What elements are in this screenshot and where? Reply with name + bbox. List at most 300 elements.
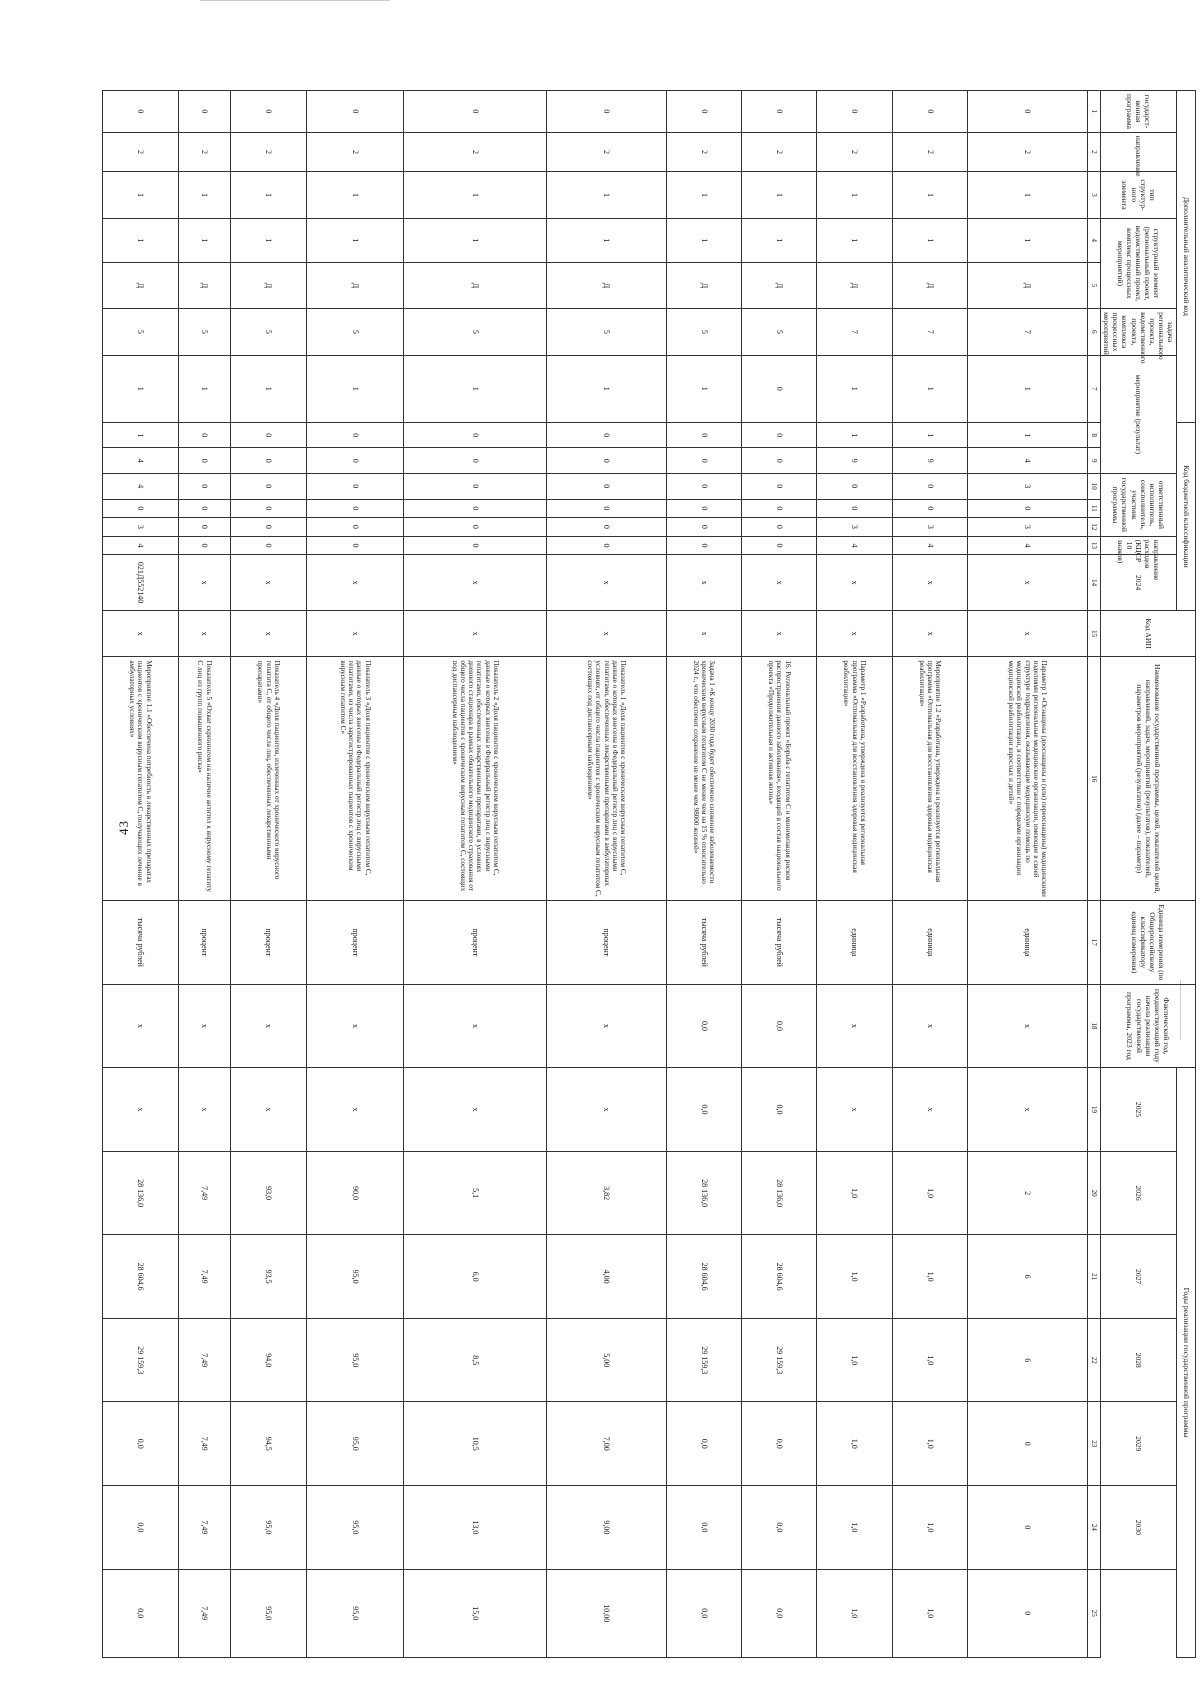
year-value-cell: х <box>306 1068 404 1152</box>
unit-cell: процент <box>306 901 404 985</box>
code-cell: 0 <box>546 91 666 133</box>
year-value-cell: 0 <box>968 1486 1088 1570</box>
code-cell: Д <box>178 262 231 308</box>
header-year-2024: 2024 <box>1101 555 1177 611</box>
year-value-cell: 28 136,0 <box>103 1151 178 1235</box>
column-number: 17 <box>1088 901 1101 985</box>
code-cell: 0 <box>404 422 546 448</box>
code-cell: 1 <box>968 218 1088 262</box>
year-value-cell: 95,0 <box>306 1569 404 1657</box>
code-cell: 2 <box>306 132 404 171</box>
code-cell: 0 <box>404 448 546 474</box>
code-cell: х <box>892 555 967 611</box>
code-cell: 0 <box>546 422 666 448</box>
column-number: 2 <box>1088 132 1101 171</box>
code-cell: х <box>817 555 892 611</box>
column-number: 18 <box>1088 984 1101 1068</box>
header-unit: Единица измерения (по Общероссийскому классификатору единиц измерения) <box>1101 901 1196 985</box>
year-value-cell: 1,0 <box>892 1402 967 1486</box>
unit-cell: тысяча рублей <box>103 901 178 985</box>
base-year-cell: х <box>231 984 306 1068</box>
code-cell: Д <box>231 262 306 308</box>
year-value-cell: 95,0 <box>231 1486 306 1570</box>
column-number: 5 <box>1088 262 1101 308</box>
year-value-cell: 8,5 <box>404 1318 546 1402</box>
header-direction: направление <box>1101 132 1177 171</box>
year-value-cell: 1,0 <box>817 1235 892 1319</box>
code-cell: 7 <box>817 309 892 355</box>
row-name: Мероприятие 1.2 «Разработана, утверждена и реализуется региональная программа «Оптимальная для восстановления здоровья медицинская реабилитация» <box>892 657 967 901</box>
code-cell: 0 <box>666 499 741 518</box>
column-number: 20 <box>1088 1151 1101 1235</box>
base-year-cell: х <box>103 984 178 1068</box>
code-cell: 0 <box>666 474 741 500</box>
code-cell: 1 <box>306 355 404 422</box>
table-row <box>103 91 178 1658</box>
code-cell: 1 <box>546 355 666 422</box>
row-name: Показатель 1 «Доля пациентов с хроническим вирусным гепатитом С, данные о которых внесены в Федеральный регистр лиц с вирусными гепатитами, обеспеченных лекарственными препаратами в амбулаторных условиях, от общего числа пациентов с хроническим вирусным гепатитом С, состоящих под диспансерным наблюдением» <box>546 657 666 901</box>
code-cell: 4 <box>103 474 178 500</box>
column-number: 14 <box>1088 555 1101 611</box>
unit-cell: единица <box>892 901 967 985</box>
code-cell: 0 <box>546 536 666 555</box>
code-cell: Д <box>892 262 967 308</box>
year-value-cell: 95,0 <box>306 1402 404 1486</box>
row-name: Мероприятие 1.1 «Обеспечена потребность в лекарственных препаратах пациентов с хроническим вирусным гепатитом С, получающих лечение в амбулаторных условиях» <box>103 657 178 901</box>
code-cell: 021Д552140 <box>103 555 178 611</box>
year-value-cell: 0,0 <box>742 1486 817 1570</box>
code-cell: 2 <box>546 132 666 171</box>
code-cell: 0 <box>306 474 404 500</box>
header-analytic-code: Дополнительный аналитический код <box>1177 91 1196 423</box>
year-value-cell: х <box>968 1068 1088 1152</box>
code-cell: х <box>968 555 1088 611</box>
year-value-cell: 90,0 <box>306 1151 404 1235</box>
base-year-cell: х <box>178 984 231 1068</box>
code-cell: 5 <box>103 309 178 355</box>
code-cell: 0 <box>306 536 404 555</box>
code-cell: 1 <box>892 218 967 262</box>
code-cell: 1 <box>817 218 892 262</box>
unit-cell: тысяча рублей <box>666 901 741 985</box>
header-regional-task: задача регионального проекта, ведомственного проекта, комплекса процессных мероприятий <box>1101 309 1177 355</box>
year-value-cell: 0,0 <box>666 1068 741 1152</box>
column-number: 13 <box>1088 536 1101 555</box>
year-value-cell: х <box>546 1068 666 1152</box>
header-program: государст-венная программа <box>1101 91 1177 133</box>
code-cell: 0 <box>404 91 546 133</box>
code-cell: 4 <box>103 448 178 474</box>
year-value-cell: 3,82 <box>546 1151 666 1235</box>
code-cell: 0 <box>968 91 1088 133</box>
code-cell: 4 <box>817 536 892 555</box>
code-cell: 1 <box>892 422 967 448</box>
header-year-2029: 2029 <box>1101 1402 1177 1486</box>
code-cell: 0 <box>306 422 404 448</box>
code-cell: 2 <box>404 132 546 171</box>
code-cell: х <box>306 555 404 611</box>
row-name: Параметр 1 «Оснащены (дооснащены и (или) переоснащены) медицинскими изделиями региональные медицинские организации, имеющие в своей структуре подразделения, оказывающие медицинскую помощь по медицинской реабилитации, в соответствии с порядками организации медицинской реабилитации взрослых и детей» <box>968 657 1088 901</box>
code-cell: 0 <box>892 499 967 518</box>
header-year-2028: 2028 <box>1101 1318 1177 1402</box>
code-cell: 1 <box>103 218 178 262</box>
code-cell: Д <box>103 262 178 308</box>
code-cell: 1 <box>968 172 1088 218</box>
year-value-cell: х <box>892 1068 967 1152</box>
year-value-cell: 0,0 <box>742 1569 817 1657</box>
code-cell: х <box>103 610 178 656</box>
header-year-2030: 2030 <box>1101 1486 1177 1570</box>
year-value-cell: 28 604,6 <box>666 1235 741 1319</box>
code-cell: Д <box>817 262 892 308</box>
year-value-cell: 6 <box>968 1235 1088 1319</box>
table-row <box>817 91 892 1658</box>
code-cell: Д <box>666 262 741 308</box>
year-value-cell: 95,0 <box>231 1569 306 1657</box>
code-cell: 0 <box>231 448 306 474</box>
code-cell: 1 <box>666 172 741 218</box>
code-cell: Д <box>546 262 666 308</box>
code-cell: 1 <box>817 172 892 218</box>
code-cell: 5 <box>404 309 546 355</box>
code-cell: 0 <box>666 91 741 133</box>
code-cell: х <box>742 610 817 656</box>
year-value-cell: 0,0 <box>742 1402 817 1486</box>
code-cell: 0 <box>231 422 306 448</box>
code-cell: 1 <box>546 218 666 262</box>
column-number: 4 <box>1088 218 1101 262</box>
year-value-cell: 10,00 <box>546 1569 666 1657</box>
base-year-cell: 0,0 <box>742 984 817 1068</box>
code-cell: 2 <box>231 132 306 171</box>
code-cell: Д <box>742 262 817 308</box>
year-value-cell: 0,0 <box>666 1486 741 1570</box>
code-cell: 0 <box>231 536 306 555</box>
code-cell: 1 <box>404 218 546 262</box>
year-value-cell: х <box>178 1068 231 1152</box>
code-cell: 0 <box>817 91 892 133</box>
code-cell: 2 <box>742 132 817 171</box>
year-value-cell: 29 159,3 <box>742 1318 817 1402</box>
year-value-cell: 0,0 <box>103 1402 178 1486</box>
table-row <box>306 91 404 1658</box>
year-value-cell: х <box>817 1068 892 1152</box>
code-cell: 1 <box>231 218 306 262</box>
column-number: 12 <box>1088 518 1101 537</box>
code-cell: 1 <box>817 422 892 448</box>
code-cell: 4 <box>892 536 967 555</box>
year-value-cell: 1,0 <box>817 1402 892 1486</box>
code-cell: 4 <box>968 536 1088 555</box>
column-number: 7 <box>1088 355 1101 422</box>
code-cell: 0 <box>546 474 666 500</box>
year-value-cell: 1,0 <box>892 1235 967 1319</box>
code-cell: 1 <box>546 172 666 218</box>
code-cell: 0 <box>404 518 546 537</box>
unit-cell: процент <box>231 901 306 985</box>
unit-cell: единица <box>817 901 892 985</box>
row-name: Показатель 3 «Доля пациентов с хроническим вирусным гепатитом С, данные о которых внесены в Федеральный регистр лиц с вирусными гепатитами, из числа зарегистрированных пациентов с хроническим вирусным гепатитом С» <box>306 657 404 901</box>
budget-table-rotated <box>128 90 1196 1658</box>
column-number: 15 <box>1088 610 1101 656</box>
code-cell: 0 <box>306 91 404 133</box>
code-cell: 0 <box>404 536 546 555</box>
year-value-cell: 1,0 <box>817 1569 892 1657</box>
header-year-2025: 2025 <box>1101 1068 1177 1152</box>
code-cell: 3 <box>817 518 892 537</box>
base-year-cell: х <box>546 984 666 1068</box>
code-cell: х <box>546 610 666 656</box>
code-cell: 0 <box>817 474 892 500</box>
code-cell: 0 <box>742 448 817 474</box>
code-cell: 0 <box>892 474 967 500</box>
column-number: 8 <box>1088 422 1101 448</box>
code-cell: 0 <box>742 91 817 133</box>
code-cell: 0 <box>742 422 817 448</box>
code-cell: х <box>178 610 231 656</box>
year-value-cell: 4,00 <box>546 1235 666 1319</box>
year-value-cell: 28 604,6 <box>742 1235 817 1319</box>
code-cell: 0 <box>666 536 741 555</box>
year-value-cell: 0,0 <box>103 1486 178 1570</box>
budget-table <box>102 90 1196 1658</box>
code-cell: 3 <box>892 518 967 537</box>
header-name: Наименование государственной программы, целей, показателей целей, направлений, задач, мероприятий (результатов), показателей, параметров мероприятий (результатов) (далее – параметр) <box>1101 657 1196 901</box>
code-cell: 2 <box>178 132 231 171</box>
code-cell: 0 <box>306 499 404 518</box>
code-cell: 0 <box>404 474 546 500</box>
code-cell: х <box>404 610 546 656</box>
code-cell: 5 <box>546 309 666 355</box>
base-year-cell: х <box>892 984 967 1068</box>
row-name: Показатель 4 «Доля пациентов, излеченных от хронического вирусного гепатита С, от общего числа лиц, обеспеченных лекарственными препаратами» <box>231 657 306 901</box>
code-cell: 0 <box>178 474 231 500</box>
code-cell: 5 <box>666 309 741 355</box>
year-value-cell: 29 159,3 <box>666 1318 741 1402</box>
column-number: 9 <box>1088 448 1101 474</box>
code-cell: х <box>892 610 967 656</box>
column-number: 3 <box>1088 172 1101 218</box>
code-cell: 0 <box>742 536 817 555</box>
column-number: 10 <box>1088 474 1101 500</box>
code-cell: 1 <box>404 172 546 218</box>
header-executor: ответственный исполнитель, соисполнитель, участник государственной программы <box>1101 474 1177 537</box>
code-cell: 1 <box>103 172 178 218</box>
unit-cell: процент <box>178 901 231 985</box>
year-value-cell: 6,0 <box>404 1235 546 1319</box>
code-cell: 0 <box>103 499 178 518</box>
code-cell: 0 <box>546 499 666 518</box>
unit-cell: единица <box>968 901 1088 985</box>
year-value-cell: 94,5 <box>231 1402 306 1486</box>
header-event: мероприятие (результат) <box>1101 355 1177 473</box>
row-name: Задача 1 «К концу 2030 года будет обеспечено снижение заболеваемости хроническим вирусным гепатитом С не менее чем на 15 % относительно 2024 г., что обеспечит сохранение не менее чем 98000 жизней» <box>666 657 741 901</box>
column-number: 24 <box>1088 1486 1101 1570</box>
base-year-cell: х <box>306 984 404 1068</box>
code-cell: 5 <box>178 309 231 355</box>
scan-edge-mark <box>200 0 390 1</box>
year-value-cell: 1,0 <box>817 1151 892 1235</box>
code-cell: 9 <box>892 448 967 474</box>
code-cell: 0 <box>306 448 404 474</box>
year-value-cell: 95,0 <box>306 1318 404 1402</box>
code-cell: 0 <box>231 474 306 500</box>
year-value-cell: 7,49 <box>178 1151 231 1235</box>
code-cell: 1 <box>666 355 741 422</box>
code-cell: 0 <box>178 518 231 537</box>
code-cell: 1 <box>231 172 306 218</box>
year-value-cell: 28 604,6 <box>103 1235 178 1319</box>
code-cell: 3 <box>968 518 1088 537</box>
code-cell: 0 <box>178 91 231 133</box>
code-cell: 0 <box>231 499 306 518</box>
code-cell: 5 <box>231 309 306 355</box>
code-cell: х <box>666 610 741 656</box>
year-value-cell: 7,00 <box>546 1402 666 1486</box>
code-cell: 2 <box>968 132 1088 171</box>
code-cell: 1 <box>742 172 817 218</box>
code-cell: 0 <box>103 91 178 133</box>
code-cell: 0 <box>742 499 817 518</box>
column-number: 16 <box>1088 657 1101 901</box>
code-cell: 0 <box>178 536 231 555</box>
column-number: 19 <box>1088 1068 1101 1152</box>
code-cell: Д <box>306 262 404 308</box>
year-value-cell: 29 159,3 <box>103 1318 178 1402</box>
year-value-cell: 15,0 <box>404 1569 546 1657</box>
year-value-cell: 5,00 <box>546 1318 666 1402</box>
code-cell: 1 <box>306 172 404 218</box>
unit-cell: тысяча рублей <box>742 901 817 985</box>
header-year-2026: 2026 <box>1101 1151 1177 1235</box>
column-number: 6 <box>1088 309 1101 355</box>
base-year-cell: х <box>404 984 546 1068</box>
table-row <box>546 91 666 1658</box>
table-row <box>742 91 817 1658</box>
year-value-cell: 1,0 <box>892 1318 967 1402</box>
table-row <box>892 91 967 1658</box>
year-value-cell: 6 <box>968 1318 1088 1402</box>
year-value-cell: х <box>404 1068 546 1152</box>
code-cell: 0 <box>404 499 546 518</box>
year-value-cell: 7,49 <box>178 1318 231 1402</box>
code-cell: 1 <box>742 218 817 262</box>
year-value-cell: 95,0 <box>306 1235 404 1319</box>
year-value-cell: 1,0 <box>892 1486 967 1570</box>
code-cell: 0 <box>968 499 1088 518</box>
code-cell: х <box>404 555 546 611</box>
code-cell: х <box>306 610 404 656</box>
year-value-cell: х <box>231 1068 306 1152</box>
year-value-cell: 1,0 <box>892 1569 967 1657</box>
column-number: 25 <box>1088 1569 1101 1657</box>
year-value-cell: 7,49 <box>178 1402 231 1486</box>
code-cell: 0 <box>546 448 666 474</box>
year-value-cell: 7,49 <box>178 1486 231 1570</box>
code-cell: 0 <box>231 518 306 537</box>
code-cell: 3 <box>103 518 178 537</box>
code-cell: 3 <box>968 474 1088 500</box>
code-cell: х <box>231 610 306 656</box>
header-base-year: Фактический год, предшествующий году начала реализации государственной программы, 2023 год <box>1101 984 1196 1068</box>
code-cell: 0 <box>892 91 967 133</box>
table-row <box>404 91 546 1658</box>
year-value-cell: 1,0 <box>817 1318 892 1402</box>
code-cell: Д <box>968 262 1088 308</box>
year-value-cell: 5,1 <box>404 1151 546 1235</box>
table-row <box>178 91 231 1658</box>
year-value-cell: 93,0 <box>231 1151 306 1235</box>
table-row <box>968 91 1088 1658</box>
year-value-cell: 28 136,0 <box>742 1151 817 1235</box>
code-cell: 2 <box>892 132 967 171</box>
year-value-cell: 10,5 <box>404 1402 546 1486</box>
year-value-cell: 0 <box>968 1569 1088 1657</box>
year-value-cell: 13,0 <box>404 1486 546 1570</box>
code-cell: 0 <box>306 518 404 537</box>
code-cell: 1 <box>178 218 231 262</box>
year-value-cell: 0 <box>968 1402 1088 1486</box>
base-year-cell: х <box>968 984 1088 1068</box>
year-value-cell: 95,0 <box>306 1486 404 1570</box>
code-cell: 2 <box>103 132 178 171</box>
year-value-cell: 1,0 <box>817 1486 892 1570</box>
code-cell: 9 <box>817 448 892 474</box>
code-cell: 0 <box>742 355 817 422</box>
code-cell: х <box>231 555 306 611</box>
base-year-cell: х <box>817 984 892 1068</box>
header-aip-code: Код АИП <box>1101 610 1196 656</box>
code-cell: 1 <box>306 218 404 262</box>
code-cell: 7 <box>968 309 1088 355</box>
code-cell: 0 <box>742 518 817 537</box>
year-value-cell: 0,0 <box>666 1402 741 1486</box>
year-value-cell: 7,49 <box>178 1569 231 1657</box>
code-cell: х <box>546 555 666 611</box>
code-cell: 4 <box>103 536 178 555</box>
header-element-type: тип структур-ного элемента <box>1101 172 1177 218</box>
column-number: 22 <box>1088 1318 1101 1402</box>
code-cell: 0 <box>666 518 741 537</box>
code-cell: х <box>666 555 741 611</box>
code-cell: х <box>178 555 231 611</box>
year-value-cell: 7,49 <box>178 1235 231 1319</box>
code-cell: 1 <box>968 422 1088 448</box>
table-row <box>231 91 306 1658</box>
base-year-cell: 0,0 <box>666 984 741 1068</box>
year-value-cell: 9,00 <box>546 1486 666 1570</box>
code-cell: 1 <box>968 355 1088 422</box>
column-number: 23 <box>1088 1402 1101 1486</box>
column-number: 11 <box>1088 499 1101 518</box>
page-number: 43 <box>116 820 131 835</box>
year-value-cell: 1,0 <box>892 1151 967 1235</box>
code-cell: 1 <box>404 355 546 422</box>
code-cell: 7 <box>892 309 967 355</box>
code-cell: 0 <box>742 474 817 500</box>
code-cell: 4 <box>968 448 1088 474</box>
code-cell: Д <box>404 262 546 308</box>
unit-cell: процент <box>404 901 546 985</box>
code-cell: 5 <box>306 309 404 355</box>
code-cell: х <box>817 610 892 656</box>
code-cell: 0 <box>178 448 231 474</box>
row-name: Показатель 5 «Охват скринингом на наличие антител к вирусному гепатиту С лиц из групп повышенного риска» <box>178 657 231 901</box>
code-cell: 2 <box>666 132 741 171</box>
year-value-cell: 0,0 <box>103 1569 178 1657</box>
header-expense-direction: направление расходов (КЦСР 10 знаков) <box>1101 536 1177 555</box>
code-cell: 1 <box>178 172 231 218</box>
